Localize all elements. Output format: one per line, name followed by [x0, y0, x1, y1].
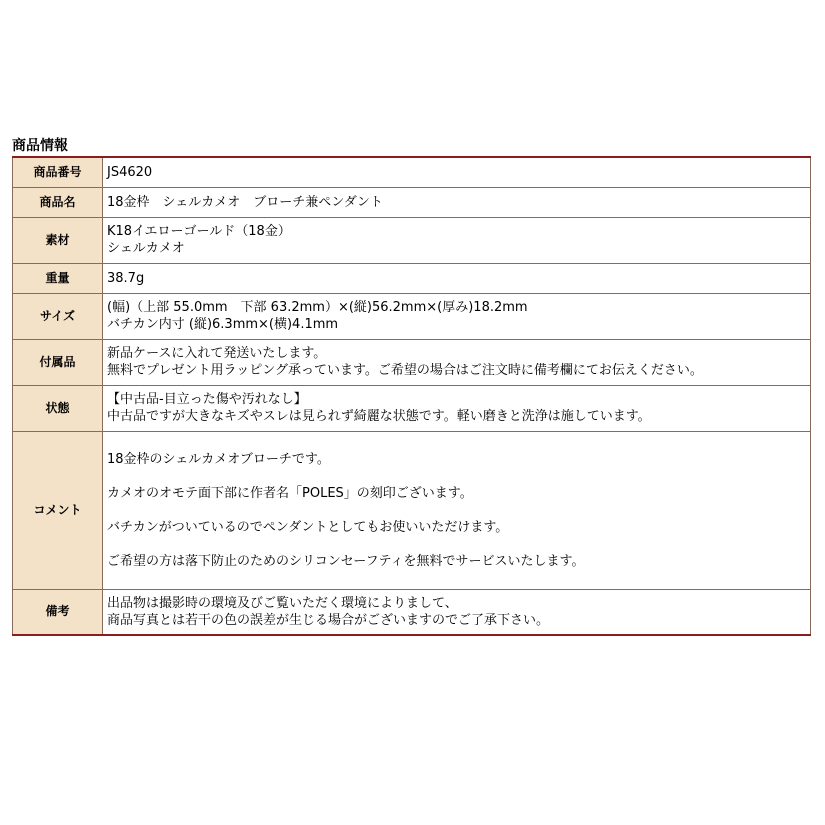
value-line: 新品ケースに入れて発送いたします。 [107, 346, 327, 361]
value-line: 18金枠のシェルカメオブローチです。 [107, 451, 330, 467]
row-label: 重量 [13, 263, 103, 293]
row-value [103, 217, 811, 263]
row-label: 備考 [13, 589, 103, 635]
value-line: 中古品ですが大きなキズやスレは見られず綺麗な状態です。軽い磨きと洗浄は施しています。 [107, 409, 651, 424]
row-value [103, 431, 811, 589]
value-line: 【中古品-目立った傷や汚れなし】 [107, 392, 307, 407]
table-row-condition [13, 385, 811, 431]
table-row-product-name [13, 187, 811, 217]
row-label: 商品名 [13, 187, 103, 217]
row-value [103, 187, 811, 217]
row-label: サイズ [13, 293, 103, 339]
row-label: 状態 [13, 385, 103, 431]
value-line: カメオのオモテ面下部に作者名「POLES」の刻印ございます。 [107, 485, 473, 501]
row-value [103, 263, 811, 293]
row-value [103, 157, 811, 187]
row-label: 付属品 [13, 339, 103, 385]
row-label: 商品番号 [13, 157, 103, 187]
table-row-size [13, 293, 811, 339]
value-line: バチカン内寸 (縦)6.3mm×(横)4.1mm [107, 317, 339, 332]
value-line: ご希望の方は落下防止のためのシリコンセーフティを無料でサービスいたします。 [107, 553, 585, 569]
value-line: JS4620 [107, 164, 153, 180]
row-label: 素材 [13, 217, 103, 263]
value-line: バチカンがついているのでペンダントとしてもお使いいただけます。 [107, 519, 509, 535]
value-line: K18イエローゴールド（18金） [107, 224, 291, 239]
table-row-accessories [13, 339, 811, 385]
row-value [103, 385, 811, 431]
value-line: 38.7g [107, 270, 145, 286]
table-row-weight [13, 263, 811, 293]
value-line: 無料でプレゼント用ラッピング承っています。ご希望の場合はご注文時に備考欄にてお伝えください。 [107, 363, 703, 378]
value-line: (幅)（上部 55.0mm 下部 63.2mm）×(縦)56.2mm×(厚み)18.2mm [107, 300, 528, 315]
row-value [103, 293, 811, 339]
row-value [103, 339, 811, 385]
value-line: シェルカメオ [107, 241, 185, 256]
table-row-comment [13, 431, 811, 589]
product-info-table [12, 156, 811, 636]
value-line: 出品物は撮影時の環境及びご覧いただく環境によりまして、 [107, 595, 458, 611]
row-value [103, 589, 811, 635]
row-label: コメント [13, 431, 103, 589]
table-row-product-number [13, 157, 811, 187]
section-title: 商品情報 [12, 138, 68, 154]
value-line: 商品写真とは若干の色の誤差が生じる場合がございますのでご了承下さい。 [107, 612, 550, 628]
value-line: 18金枠 シェルカメオ ブローチ兼ペンダント [107, 194, 383, 210]
table-row-material [13, 217, 811, 263]
table-row-remarks [13, 589, 811, 635]
